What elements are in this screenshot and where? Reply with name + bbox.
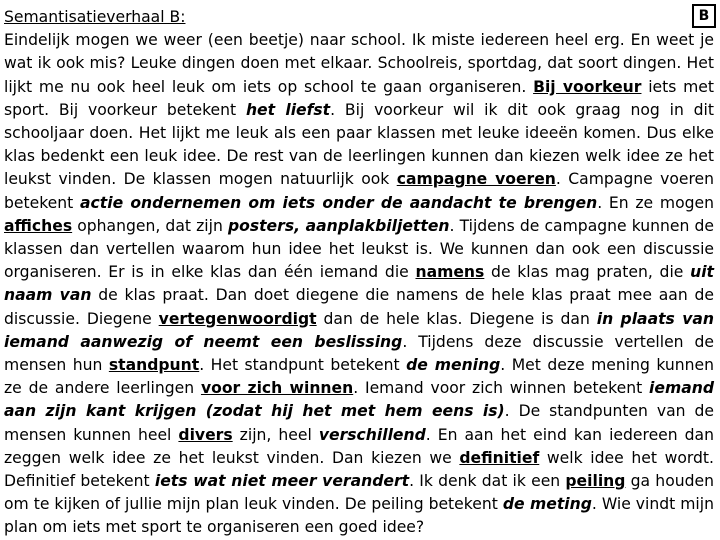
story-text: de klas mag praten, die (484, 263, 691, 282)
story-text: . Het standpunt betekent (199, 356, 407, 375)
vocabulary-term: campagne voeren (396, 170, 556, 189)
story-text: dan de hele klas. Diegene is dan (316, 309, 597, 328)
vocabulary-term: peiling (565, 472, 626, 491)
term-definition: posters, aanplakbiljetten (227, 216, 450, 235)
vocabulary-term: Bij voorkeur (533, 77, 642, 96)
term-definition: verschillend (318, 425, 426, 444)
story-paragraph (4, 31, 714, 536)
story-text: . Ik denk dat ik een (409, 472, 566, 491)
vocabulary-term: definitief (459, 448, 540, 467)
story-text: iets met sport. Bij voorkeur betekent (4, 77, 714, 119)
term-definition: actie ondernemen om iets onder de aandacht te brengen (80, 193, 598, 212)
story-text: ga houden om te kijken of jullie mijn plan leuk vinden. De peiling betekent (4, 472, 714, 514)
story-document (4, 6, 714, 540)
vocabulary-term: divers (178, 425, 233, 444)
story-text: welk idee het wordt. Definitief betekent (4, 448, 714, 491)
story-text: . En aan het eind kan iedereen dan zeggen welk idee ze het leukst vinden. Dan kiezen we (4, 425, 714, 467)
story-text: . Iemand voor zich winnen betekent (353, 379, 650, 398)
story-text: Eindelijk mogen we weer (een beetje) naar school. Ik miste iedereen heel erg. En weet je wat ik ook mis? Leuke dingen doen met elkaar. Schoolreis, sportdag, dat soort dingen. Het lijkt me nu ook heel leuk om iets op school te gaan organiseren. (4, 31, 714, 96)
story-text: . En ze mogen (597, 193, 714, 212)
story-text: . Tijdens deze discussie vertellen de mensen hun (4, 332, 714, 375)
term-definition: de meting (502, 495, 592, 514)
story-text: zijn, heel (232, 425, 319, 444)
term-definition: iemand aan zijn kant krijgen (zodat hij het met hem eens is) (4, 379, 714, 421)
term-definition: iets wat niet meer verandert (154, 472, 410, 491)
term-definition: het liefst (245, 100, 331, 119)
vocabulary-term: affiches (4, 216, 73, 235)
story-text: . Met deze mening kunnen ze de andere leerlingen (4, 356, 715, 398)
story-text: ophangen, dat zijn (72, 216, 228, 235)
story-text: . Tijdens de campagne kunnen de klassen dan vertellen waarom hun idee het leukst is. We kunnen dan ook een discussie organiseren. Er is in elke klas dan één iemand die (4, 216, 715, 282)
story-label-badge: B (692, 4, 716, 28)
story-text: de klas praat. Dan doet diegene die namens de hele klas praat mee aan de discussie. Diegene (4, 286, 714, 328)
story-text: . Campagne voeren betekent (4, 170, 714, 212)
vocabulary-term: standpunt (108, 356, 200, 375)
vocabulary-term: namens (415, 263, 485, 282)
vocabulary-term: vertegenwoordigt (158, 309, 317, 328)
story-text: . De standpunten van de mensen kunnen heel (4, 402, 714, 444)
vocabulary-term: voor zich winnen (200, 379, 354, 398)
term-definition: uit naam van (4, 263, 714, 305)
term-definition: in plaats van iemand aanwezig of neemt een beslissing (4, 309, 714, 351)
story-text: . Wie vindt mijn plan om iets met sport te organiseren een goed idee? (4, 495, 714, 537)
story-title: Semantisatieverhaal B: (4, 8, 186, 26)
story-text: . Bij voorkeur wil ik dit ook graag nog in dit schooljaar doen. Het lijkt me leuk als een paar klassen met leuke ideeën komen. Dus elke klas bedenkt een leuk idee. De rest van de leerlingen kunnen dan kiezen welk idee ze het leukst vinden. De klassen mogen natuurlijk ook (4, 100, 714, 189)
term-definition: de mening (406, 356, 501, 375)
